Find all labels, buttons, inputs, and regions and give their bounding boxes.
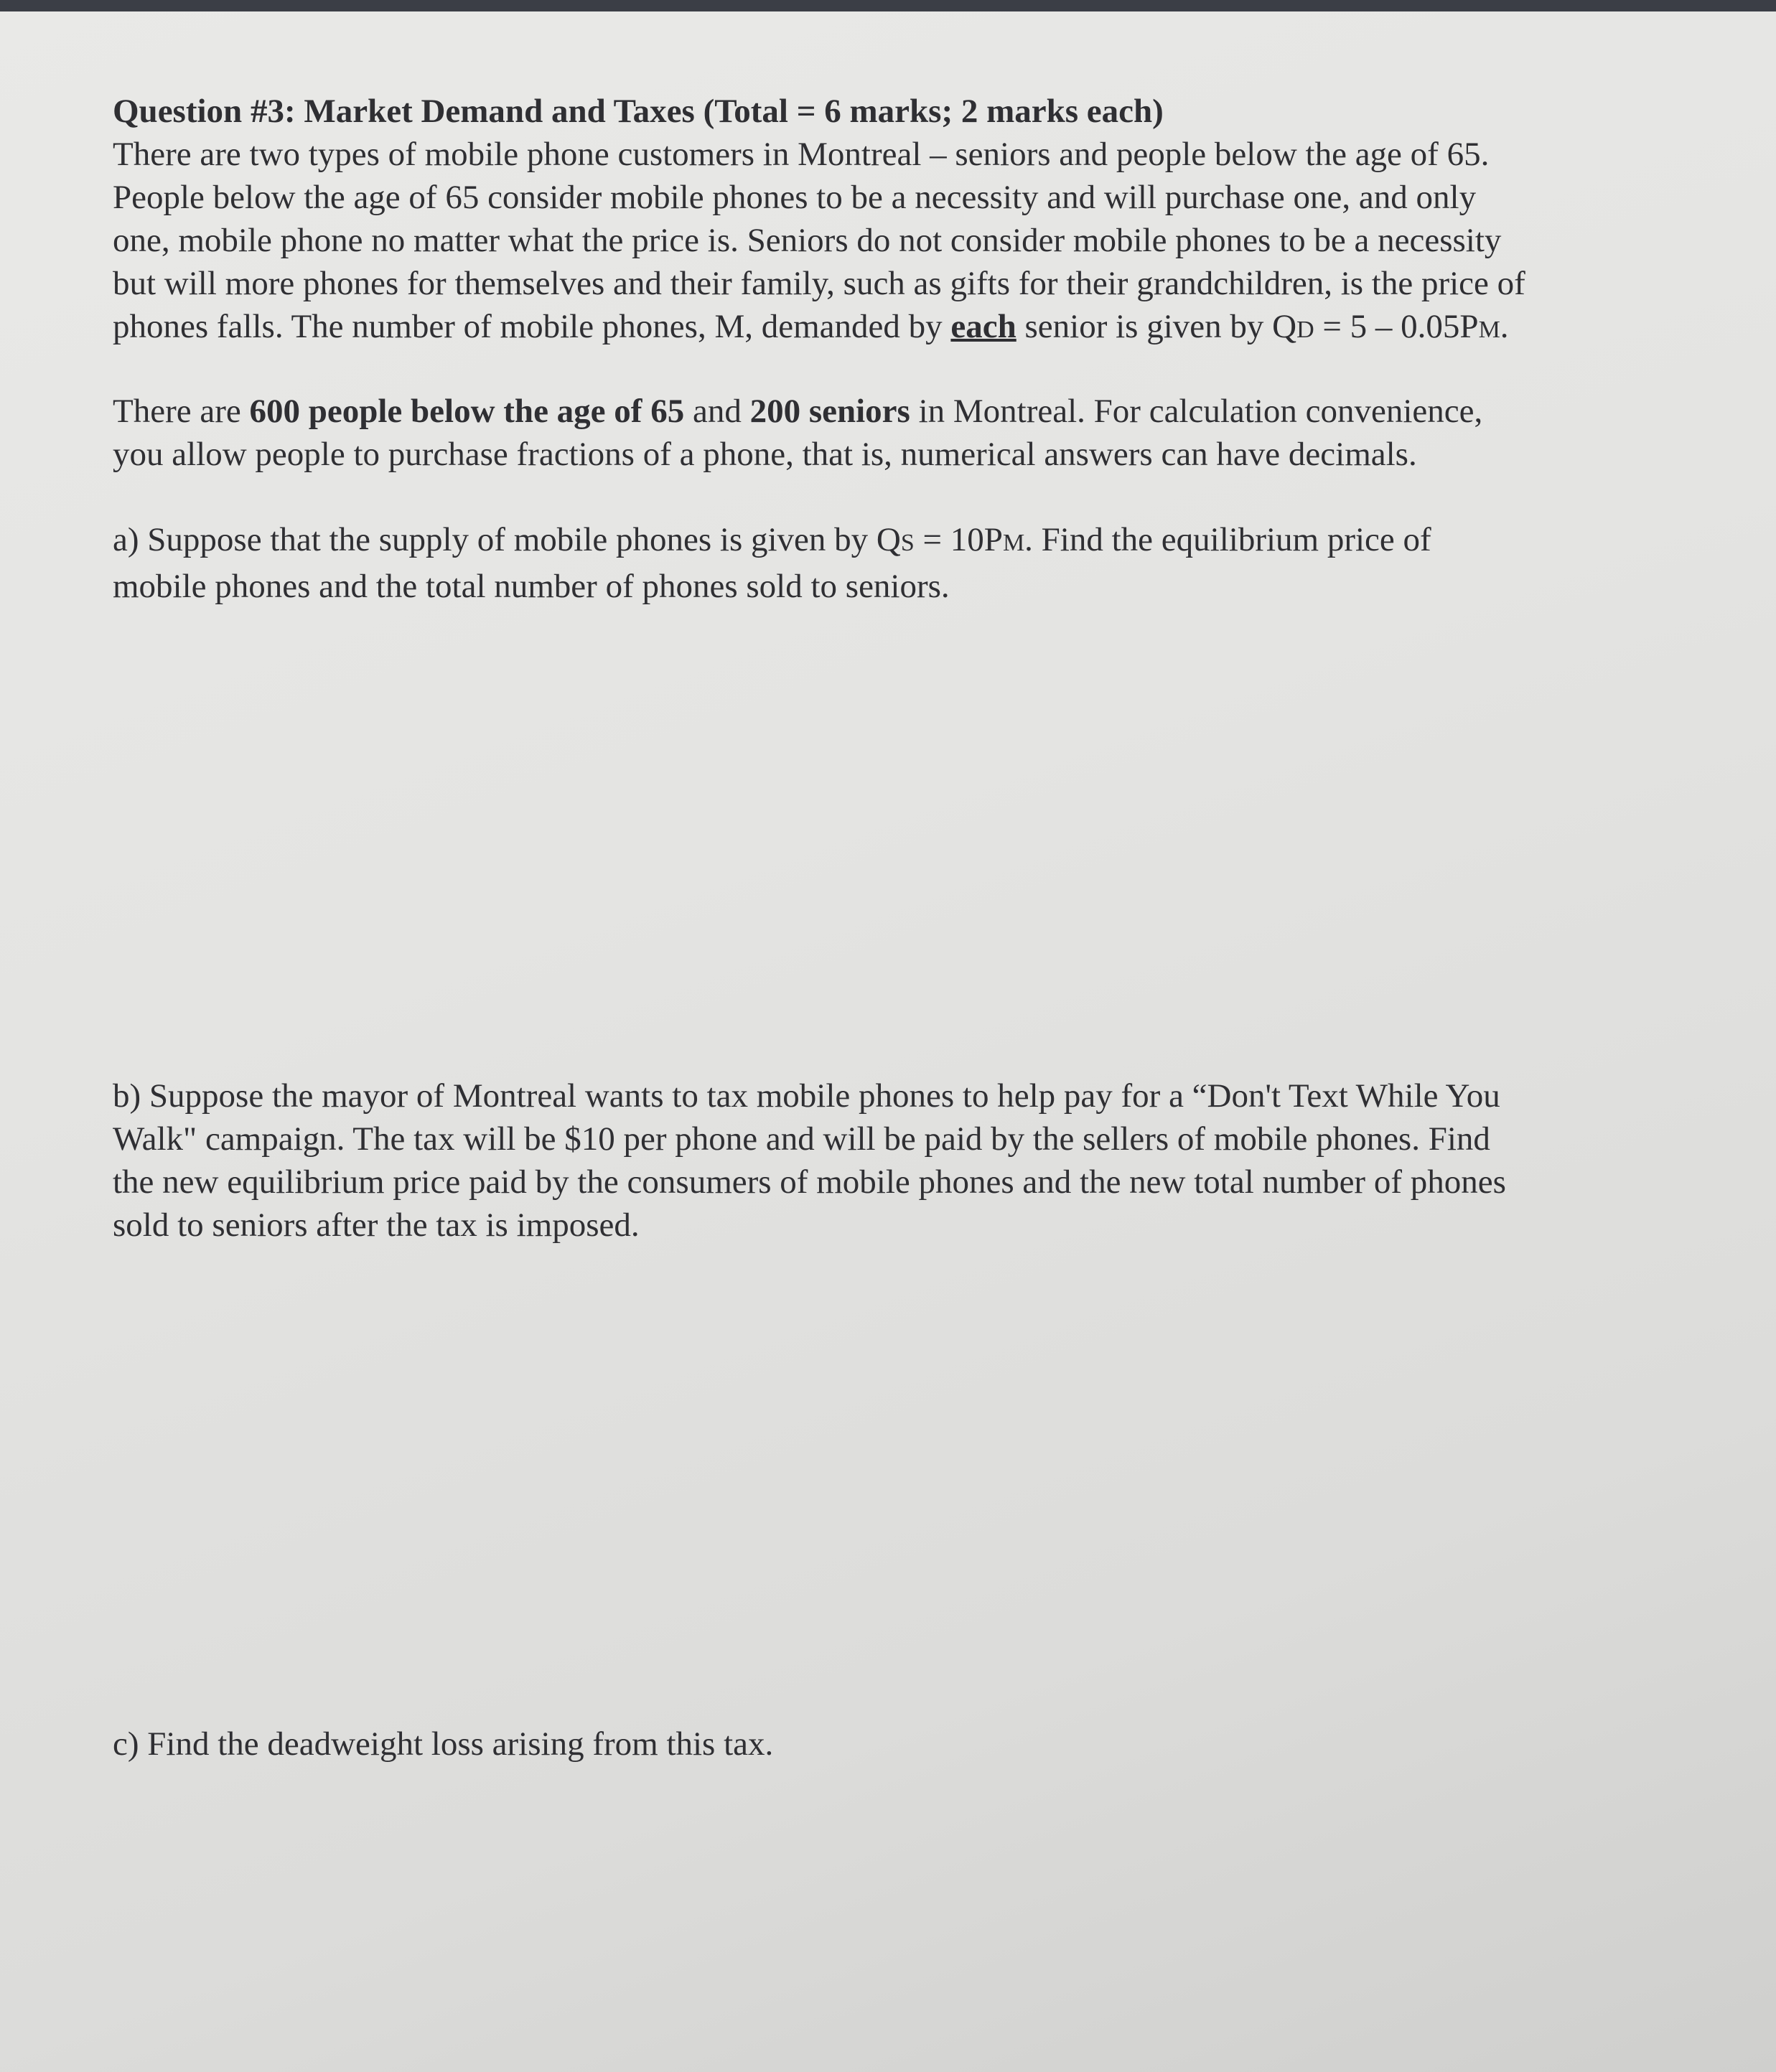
bold-text: 200 seniors bbox=[749, 393, 910, 430]
subscript: M bbox=[1478, 317, 1500, 343]
title-text: Question #3: Market Demand and Taxes (Total = 6 marks; 2 marks each) bbox=[113, 93, 1164, 130]
intro-line: People below the age of 65 consider mobile phones to be a necessity and will purchase one, and only bbox=[113, 179, 1477, 216]
text: There are bbox=[113, 393, 250, 430]
question-intro bbox=[113, 90, 1721, 352]
text: in Montreal. For calculation convenience, bbox=[910, 393, 1483, 430]
intro-line: one, mobile phone no matter what the price is. Seniors do not consider mobile phones to be a necessity bbox=[113, 222, 1502, 259]
part-b-line: Walk" campaign. The tax will be $10 per phone and will be paid by the sellers of mobile phones. Find bbox=[113, 1120, 1490, 1158]
part-a-line: mobile phones and the total number of phones sold to seniors. bbox=[113, 568, 950, 605]
part-b-line: the new equilibrium price paid by the consumers of mobile phones and the new total number of phones bbox=[113, 1163, 1506, 1201]
question-title bbox=[113, 90, 1721, 133]
population-line bbox=[113, 390, 1721, 433]
text: = 10P bbox=[914, 521, 1003, 558]
text: . Find the equilibrium price of bbox=[1024, 521, 1431, 558]
part-a-line bbox=[113, 518, 1721, 565]
subscript: S bbox=[900, 530, 915, 556]
part-a bbox=[113, 518, 1721, 608]
population-paragraph bbox=[113, 390, 1721, 476]
screen-top-bezel bbox=[0, 0, 1776, 11]
text: a) Suppose that the supply of mobile phones is given by Q bbox=[113, 521, 901, 558]
subscript: M bbox=[1002, 530, 1025, 556]
text: senior is given by Q bbox=[1016, 308, 1297, 345]
part-c bbox=[113, 1722, 1721, 1766]
bold-text: 600 people below the age of 65 bbox=[249, 393, 685, 430]
text: = 5 – 0.05P bbox=[1314, 308, 1479, 345]
part-b-line: sold to seniors after the tax is imposed. bbox=[113, 1206, 640, 1244]
population-line: you allow people to purchase fractions of a phone, that is, numerical answers can have decimals. bbox=[113, 436, 1417, 473]
part-b-line: b) Suppose the mayor of Montreal wants to tax mobile phones to help pay for a “Don't Text While You bbox=[113, 1077, 1500, 1115]
emphasis-each: each bbox=[950, 308, 1016, 345]
part-b bbox=[113, 1074, 1721, 1247]
intro-line: but will more phones for themselves and their family, such as gifts for their grandchildren, is the price of bbox=[113, 265, 1525, 302]
intro-line: There are two types of mobile phone customers in Montreal – seniors and people below the age of 65. bbox=[113, 136, 1490, 173]
text: . bbox=[1500, 308, 1509, 345]
intro-line-demand bbox=[113, 305, 1721, 352]
part-c-line: c) Find the deadweight loss arising from this tax. bbox=[113, 1725, 774, 1763]
text: phones falls. The number of mobile phones, M, demanded by bbox=[113, 308, 951, 345]
text: and bbox=[684, 393, 750, 430]
subscript: D bbox=[1296, 317, 1314, 343]
